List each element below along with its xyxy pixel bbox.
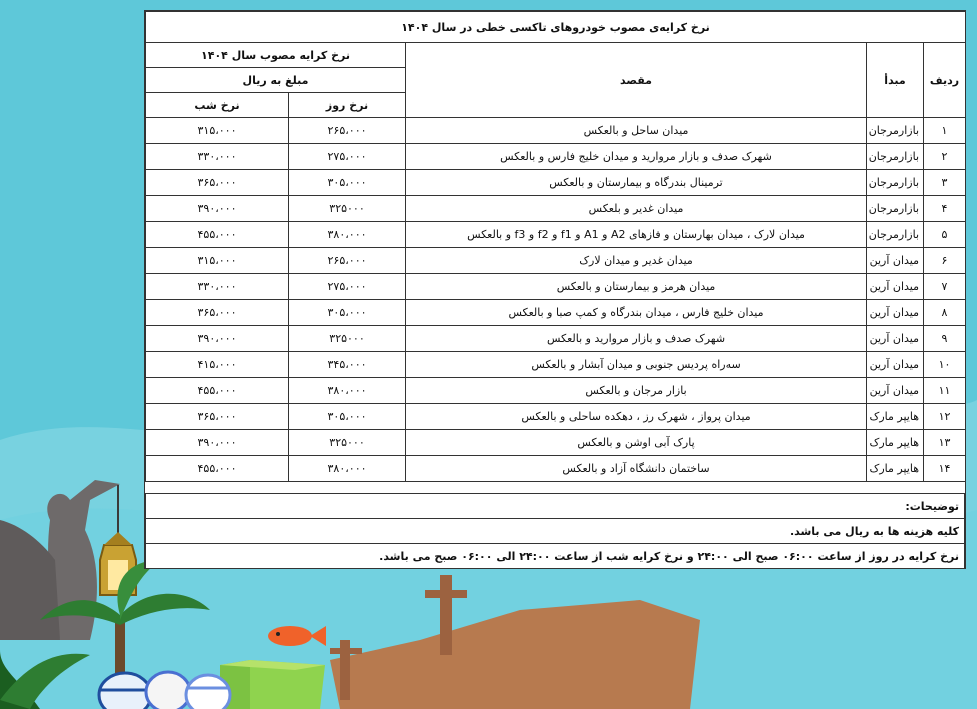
row-number-cell: ۵	[924, 222, 966, 248]
table-row	[146, 144, 966, 170]
table-row	[146, 378, 966, 404]
destination-cell: میدان غدیر و میدان لارک	[406, 248, 867, 274]
destination-cell: میدان غدیر و بلعکس	[406, 196, 867, 222]
table-row	[146, 456, 966, 482]
table-row	[146, 326, 966, 352]
day-rate-cell: ۲۶۵،۰۰۰	[289, 118, 406, 144]
notes-heading: توضیحات:	[146, 494, 965, 519]
night-rate-cell: ۴۵۵،۰۰۰	[146, 456, 289, 482]
row-number-cell: ۱۱	[924, 378, 966, 404]
destination-cell: شهرک صدف و بازار مروارید و بالعکس	[406, 326, 867, 352]
origin-cell: بازارمرجان	[867, 170, 924, 196]
table-row	[146, 170, 966, 196]
day-rate-cell: ۳۲۵۰۰۰	[289, 196, 406, 222]
row-number-cell: ۹	[924, 326, 966, 352]
header-destination: مقصد	[406, 43, 867, 118]
table-row	[146, 274, 966, 300]
row-number-cell: ۷	[924, 274, 966, 300]
origin-cell: بازارمرجان	[867, 118, 924, 144]
origin-cell: بازارمرجان	[867, 144, 924, 170]
origin-cell: میدان آرین	[867, 378, 924, 404]
night-rate-cell: ۳۹۰،۰۰۰	[146, 326, 289, 352]
destination-cell: میدان ساحل و بالعکس	[406, 118, 867, 144]
header-unit: مبلغ به ریال	[146, 68, 406, 93]
origin-cell: بازارمرجان	[867, 222, 924, 248]
destination-cell: شهرک صدف و بازار مروارید و میدان خلیج فارس و بالعکس	[406, 144, 867, 170]
row-number-cell: ۱۰	[924, 352, 966, 378]
row-number-cell: ۳	[924, 170, 966, 196]
table-row	[146, 430, 966, 456]
night-rate-cell: ۳۳۰،۰۰۰	[146, 274, 289, 300]
row-number-cell: ۱۳	[924, 430, 966, 456]
night-rate-cell: ۴۵۵،۰۰۰	[146, 222, 289, 248]
table-row	[146, 118, 966, 144]
destination-cell: میدان هرمز و بیمارستان و بالعکس	[406, 274, 867, 300]
table-row	[146, 300, 966, 326]
day-rate-cell: ۲۷۵،۰۰۰	[289, 274, 406, 300]
fare-table-sheet	[144, 10, 966, 569]
night-rate-cell: ۳۱۵،۰۰۰	[146, 248, 289, 274]
painted-eggs-illustration	[99, 672, 230, 709]
row-number-cell: ۱	[924, 118, 966, 144]
origin-cell: هایپر مارک	[867, 430, 924, 456]
row-number-cell: ۲	[924, 144, 966, 170]
night-rate-cell: ۳۹۰،۰۰۰	[146, 430, 289, 456]
header-fare-group: نرخ کرایه مصوب سال ۱۴۰۴	[146, 43, 406, 68]
table-row	[146, 222, 966, 248]
destination-cell: پارک آبی اوشن و بالعکس	[406, 430, 867, 456]
header-row-number: ردیف	[924, 43, 966, 118]
destination-cell: میدان لارک ، میدان بهارستان و فازهای A2 و A1 و f1 و f2 و f3 و بالعکس	[406, 222, 867, 248]
day-rate-cell: ۳۰۵،۰۰۰	[289, 300, 406, 326]
header-day-rate: نرخ روز	[289, 93, 406, 118]
table-row	[146, 196, 966, 222]
header-night-rate: نرخ شب	[146, 93, 289, 118]
notes-line-hours: نرخ کرایه در روز از ساعت ۰۶:۰۰ صبح الی ۲۴:۰۰ و نرخ کرایه شب از ساعت ۲۴:۰۰ الی ۰۶:۰۰ صبح می باشد.	[146, 544, 965, 569]
destination-cell: ترمینال بندرگاه و بیمارستان و بالعکس	[406, 170, 867, 196]
origin-cell: بازارمرجان	[867, 196, 924, 222]
table-row	[146, 404, 966, 430]
table-row	[146, 248, 966, 274]
fare-table	[145, 11, 966, 482]
day-rate-cell: ۳۲۵۰۰۰	[289, 430, 406, 456]
origin-cell: هایپر مارک	[867, 456, 924, 482]
gift-box-illustration	[220, 660, 325, 709]
row-number-cell: ۶	[924, 248, 966, 274]
night-rate-cell: ۳۶۵،۰۰۰	[146, 300, 289, 326]
row-number-cell: ۴	[924, 196, 966, 222]
origin-cell: هایپر مارک	[867, 404, 924, 430]
day-rate-cell: ۳۸۰،۰۰۰	[289, 378, 406, 404]
night-rate-cell: ۴۵۵،۰۰۰	[146, 378, 289, 404]
destination-cell: بازار مرجان و بالعکس	[406, 378, 867, 404]
row-number-cell: ۸	[924, 300, 966, 326]
night-rate-cell: ۳۱۵،۰۰۰	[146, 118, 289, 144]
night-rate-cell: ۳۶۵،۰۰۰	[146, 404, 289, 430]
day-rate-cell: ۳۸۰،۰۰۰	[289, 456, 406, 482]
night-rate-cell: ۳۹۰،۰۰۰	[146, 196, 289, 222]
day-rate-cell: ۲۶۵،۰۰۰	[289, 248, 406, 274]
day-rate-cell: ۳۰۵،۰۰۰	[289, 404, 406, 430]
origin-cell: میدان آرین	[867, 326, 924, 352]
night-rate-cell: ۳۶۵،۰۰۰	[146, 170, 289, 196]
night-rate-cell: ۳۳۰،۰۰۰	[146, 144, 289, 170]
table-row	[146, 352, 966, 378]
header-origin: مبدأ	[867, 43, 924, 118]
notes-line-currency: کلیه هزینه ها به ریال می باشد.	[146, 519, 965, 544]
origin-cell: میدان آرین	[867, 274, 924, 300]
table-title: نرخ کرایه‌ی مصوب خودروهای تاکسی خطی در سال ۱۴۰۴	[146, 12, 966, 43]
origin-cell: میدان آرین	[867, 300, 924, 326]
day-rate-cell: ۲۷۵،۰۰۰	[289, 144, 406, 170]
destination-cell: میدان پرواز ، شهرک رز ، دهکده ساحلی و بالعکس	[406, 404, 867, 430]
row-number-cell: ۱۲	[924, 404, 966, 430]
day-rate-cell: ۳۸۰،۰۰۰	[289, 222, 406, 248]
day-rate-cell: ۳۲۵۰۰۰	[289, 326, 406, 352]
destination-cell: سه‌راه پردیس جنوبی و میدان آبشار و بالعکس	[406, 352, 867, 378]
row-number-cell: ۱۴	[924, 456, 966, 482]
night-rate-cell: ۴۱۵،۰۰۰	[146, 352, 289, 378]
fare-table-body	[146, 118, 966, 482]
day-rate-cell: ۳۴۵،۰۰۰	[289, 352, 406, 378]
notes-table	[145, 493, 965, 569]
day-rate-cell: ۳۰۵،۰۰۰	[289, 170, 406, 196]
origin-cell: میدان آرین	[867, 352, 924, 378]
destination-cell: ساختمان دانشگاه آزاد و بالعکس	[406, 456, 867, 482]
origin-cell: میدان آرین	[867, 248, 924, 274]
destination-cell: میدان خلیج فارس ، میدان بندرگاه و کمپ صبا و بالعکس	[406, 300, 867, 326]
